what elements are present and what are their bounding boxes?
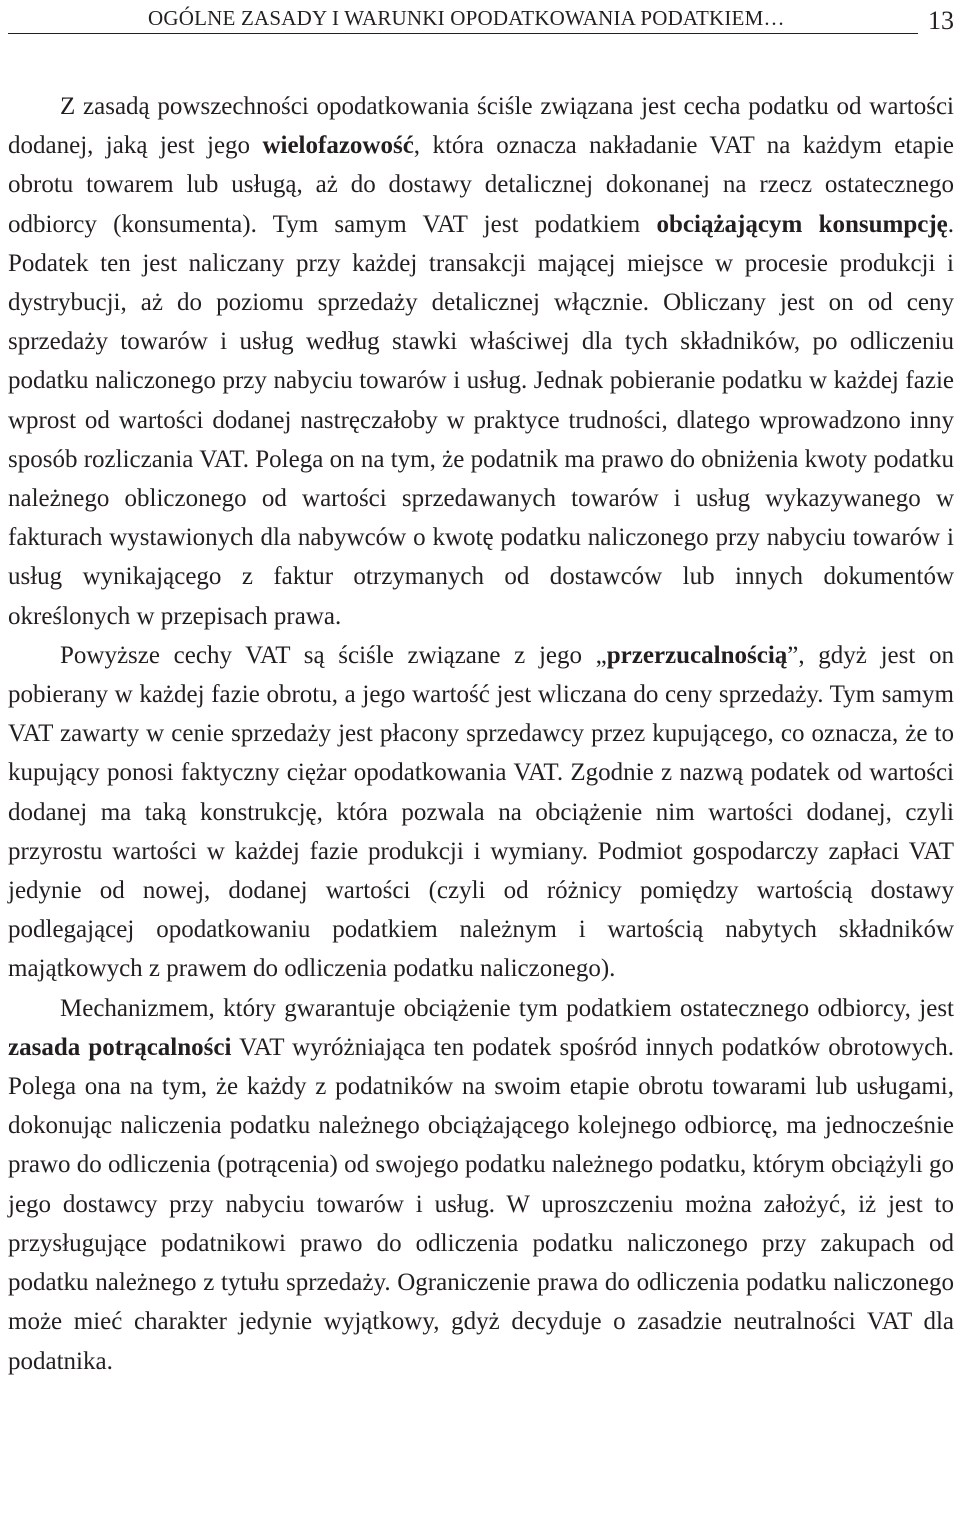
bold-term: zasada potrącalności xyxy=(8,1033,232,1061)
document-page xyxy=(8,0,954,1518)
running-header xyxy=(8,0,954,46)
header-rule xyxy=(8,33,918,34)
bold-term: przerzucalnością xyxy=(606,641,788,669)
running-title: OGÓLNE ZASADY I WARUNKI OPODATKOWANIA PODATKIEM… xyxy=(148,6,785,30)
paragraph-text: . Podatek ten jest naliczany przy każdej transakcji mającej miejsce w procesie produkcji i dystrybucji, aż do poziomu sprzedaży detalicznej włącznie. Obliczany jest on od ceny sprzedaży towarów i usług według stawki właściwej dla tych składników, po odliczeniu podatku naliczonego przy nabyciu towarów i usług. Jednak pobieranie podatku w każdej fazie wprost od wartości dodanej nastręczałoby w praktyce trudności, dlatego wprowadzono inny sposób rozliczania VAT. Polega on na tym, że podatnik ma prawo do obniżenia kwoty podatku należnego obliczonego od wartości sprzedawanych towarów i usług wykazywanego w fakturach wystawionych dla nabywców o kwotę podatku naliczonego przy nabyciu towarów i usług wynikającego z faktur otrzymanych od dostawców lub innych dokumentów określonych w przepisach prawa. xyxy=(8,210,955,630)
paragraph-text: Powyższe cechy VAT są ściśle związane z jego „ xyxy=(60,641,607,669)
paragraph-text: Mechanizmem, który gwarantuje obciążenie tym podatkiem ostatecznego odbiorcy, jest xyxy=(60,994,954,1022)
paragraph xyxy=(8,636,954,989)
paragraph xyxy=(8,87,954,636)
paragraph-text: , która oznacza nakładanie VAT na każdym etapie obrotu towarem lub usługą, aż do dostawy detalicznej dokonanej na rzecz ostatecznego odbiorcy (konsumenta). Tym samym VAT jest podatkiem xyxy=(8,132,954,238)
bold-term: obciążającym konsumpcję xyxy=(656,210,948,238)
paragraph-text: ”, gdyż jest on pobierany w każdej fazie obrotu, a jego wartość jest wliczana do ceny sprzedaży. Tym samym VAT zawarty w cenie sprzedaży jest płacony sprzedawcy przez kupującego, co oznacza, że to kupujący ponosi faktyczny ciężar opodatkowania VAT. Zgodnie z nazwą podatek od wartości dodanej ma taką konstrukcję, która pozwala na obciążenie nim wartości dodanej, czyli przyrostu wartości w każdej fazie produkcji i wymiany. Podmiot gospodarczy zapłaci VAT jedynie od nowej, dodanej wartości (czyli od różnicy pomiędzy wartością dostawy podlegającej opodatkowaniu podatkiem należnym i wartością nabytych składników majątkowych z prawem do odliczenia podatku naliczonego). xyxy=(8,641,954,983)
paragraph xyxy=(8,989,954,1381)
body-text xyxy=(8,87,954,1381)
paragraph-text: VAT wyróżniająca ten podatek spośród innych podatków obrotowych. Polega ona na tym, że każdy z podatników na swoim etapie obrotu towarami lub usługami, dokonując naliczenia podatku należnego obciążającego kolejnego odbiorcę, ma jednocześnie prawo do odliczenia (potrącenia) od swojego podatku należnego podatku, którym obciążyli go jego dostawcy przy nabyciu towarów i usług. W uproszczeniu można założyć, iż jest to przysługujące podatnikowi prawo do odliczenia podatku naliczonego przy zakupach od podatku należnego z tytułu sprzedaży. Ograniczenie prawa do odliczenia podatku naliczonego może mieć charakter jedynie wyjątkowy, gdyż decyduje o zasadzie neutralności VAT dla podatnika. xyxy=(8,1033,954,1375)
paragraph-text: Z zasadą powszechności opodatkowania ściśle związana jest cecha podatku od wartości dodanej, jaką jest jego xyxy=(8,93,954,160)
bold-term: wielofazowość xyxy=(262,132,414,160)
page-number: 13 xyxy=(928,6,954,35)
